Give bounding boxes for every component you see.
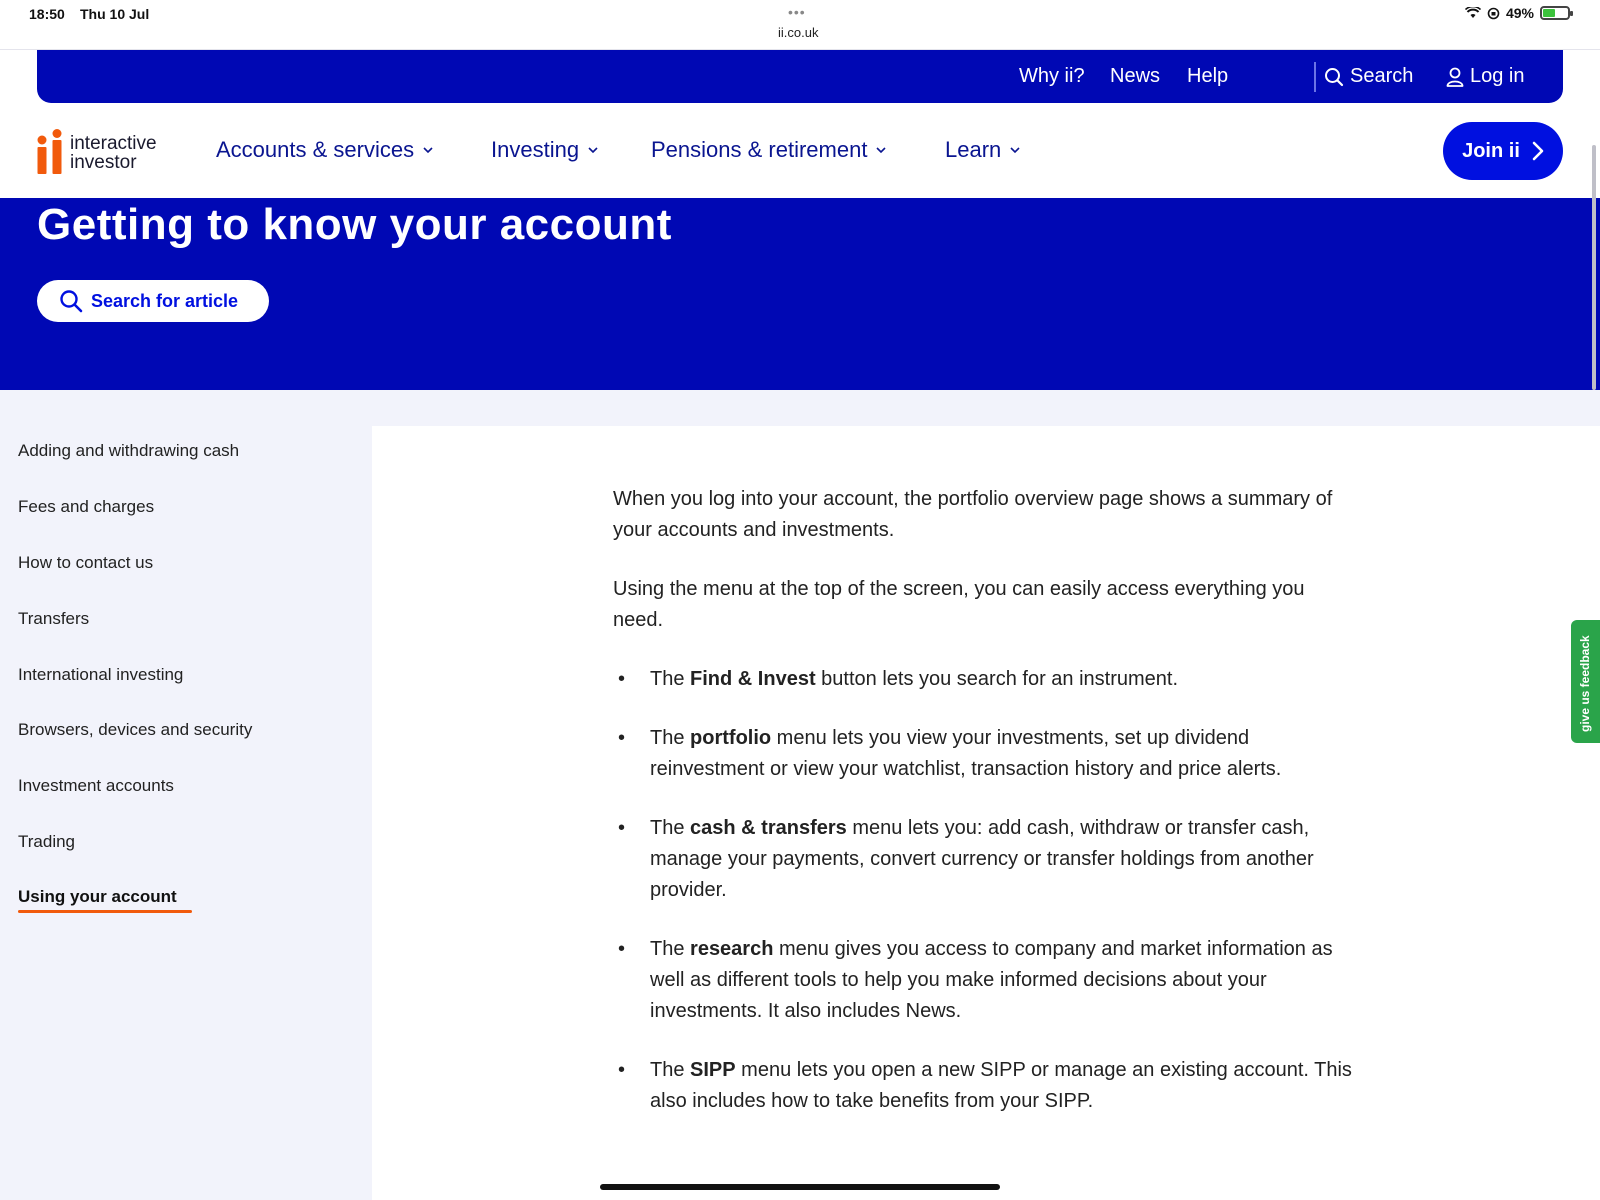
address-bar-url[interactable]: ii.co.uk — [778, 25, 819, 40]
battery-icon — [1540, 6, 1570, 20]
search-for-article-label: Search for article — [91, 290, 239, 311]
hero-banner — [0, 198, 1600, 390]
list-item: • The Find & Invest button lets you search for an instrument. — [613, 664, 1353, 695]
chevron-down-icon — [587, 144, 599, 156]
sidebar-item-fees-charges[interactable]: Fees and charges — [18, 497, 155, 516]
ii-logo-icon — [36, 129, 66, 177]
sidebar-item-trading[interactable]: Trading — [18, 832, 76, 851]
list-item: • The research menu gives you access to company and market information as well as different tools to help you make informed decisions about your investments. It also includes News. — [613, 934, 1353, 1027]
status-date: Thu 10 Jul — [80, 6, 150, 22]
status-time: 18:50 — [29, 6, 65, 22]
content-top-strip — [372, 390, 1600, 426]
sidebar-item-transfers[interactable]: Transfers — [18, 609, 90, 628]
feedback-label: give us feedback — [1578, 635, 1592, 732]
help-link[interactable]: Help — [1187, 65, 1229, 87]
sidebar-item-international-investing[interactable]: International investing — [18, 665, 184, 684]
sidebar-item-using-your-account[interactable]: Using your account — [18, 887, 177, 906]
active-item-underline — [18, 910, 192, 913]
logo-line-1: interactive — [70, 133, 157, 154]
search-icon — [1324, 67, 1344, 87]
nav-accounts-label: Accounts & services — [216, 137, 415, 162]
nav-investing-label: Investing — [491, 137, 580, 162]
main-navigation — [0, 103, 1600, 198]
article-body — [613, 484, 1353, 1145]
utility-divider — [1314, 62, 1316, 92]
search-label: Search — [1350, 65, 1414, 87]
search-link[interactable] — [1324, 65, 1413, 88]
logo-line-2: investor — [70, 152, 137, 173]
browser-status-bar — [0, 0, 1600, 50]
join-ii-label: Join ii — [1462, 139, 1520, 162]
nav-learn[interactable] — [945, 137, 1021, 163]
article-paragraph: When you log into your account, the portfolio overview page shows a summary of your accounts and investments. — [613, 488, 1333, 541]
why-ii-link[interactable]: Why ii? — [1019, 65, 1085, 87]
battery-percent: 49% — [1505, 5, 1534, 21]
page-scrollbar[interactable] — [1592, 145, 1596, 390]
sidebar-item-adding-withdrawing-cash[interactable]: Adding and withdrawing cash — [18, 441, 240, 460]
nav-learn-label: Learn — [945, 137, 1002, 162]
list-item: • The SIPP menu lets you open a new SIPP or manage an existing account. This also includes how to take benefits from your SIPP. — [613, 1055, 1353, 1117]
user-icon — [1446, 67, 1464, 87]
list-item: • The cash & transfers menu lets you: add cash, withdraw or transfer cash, manage your payments, convert currency or transfer holdings from another provider. — [613, 813, 1353, 906]
wifi-icon — [1465, 7, 1481, 19]
search-for-article-button[interactable] — [37, 280, 269, 322]
nav-accounts-services[interactable] — [216, 137, 434, 163]
sidebar-item-investment-accounts[interactable]: Investment accounts — [18, 776, 174, 795]
status-indicators — [1465, 5, 1570, 21]
news-link[interactable]: News — [1110, 65, 1161, 87]
search-icon — [59, 289, 83, 313]
home-indicator[interactable] — [600, 1184, 1000, 1190]
chevron-down-icon — [422, 144, 434, 156]
sidebar-item-contact-us[interactable]: How to contact us — [18, 553, 154, 572]
tab-options-icon[interactable]: ••• — [788, 4, 806, 20]
nav-pensions-retirement[interactable] — [651, 137, 887, 163]
page-title: Getting to know your account — [37, 200, 672, 249]
article-bullet-list — [613, 664, 1353, 1117]
article-paragraph: Using the menu at the top of the screen, you can easily access everything you need. — [613, 578, 1305, 631]
orientation-lock-icon — [1487, 7, 1500, 20]
list-item: • The portfolio menu lets you view your investments, set up dividend reinvestment or view your watchlist, transaction history and price alerts. — [613, 723, 1353, 785]
chevron-right-icon — [1532, 141, 1544, 161]
sidebar-item-browsers-devices-security[interactable]: Browsers, devices and security — [18, 720, 253, 739]
chevron-down-icon — [1009, 144, 1021, 156]
nav-investing[interactable] — [491, 137, 599, 163]
utility-navigation — [37, 50, 1563, 103]
logo-text — [70, 134, 157, 172]
chevron-down-icon — [875, 144, 887, 156]
login-label: Log in — [1470, 65, 1525, 87]
join-ii-button[interactable] — [1443, 122, 1563, 180]
login-link[interactable] — [1446, 65, 1525, 88]
feedback-tab[interactable] — [1571, 620, 1600, 743]
nav-pensions-label: Pensions & retirement — [651, 137, 868, 162]
interactive-investor-logo[interactable] — [36, 129, 176, 177]
